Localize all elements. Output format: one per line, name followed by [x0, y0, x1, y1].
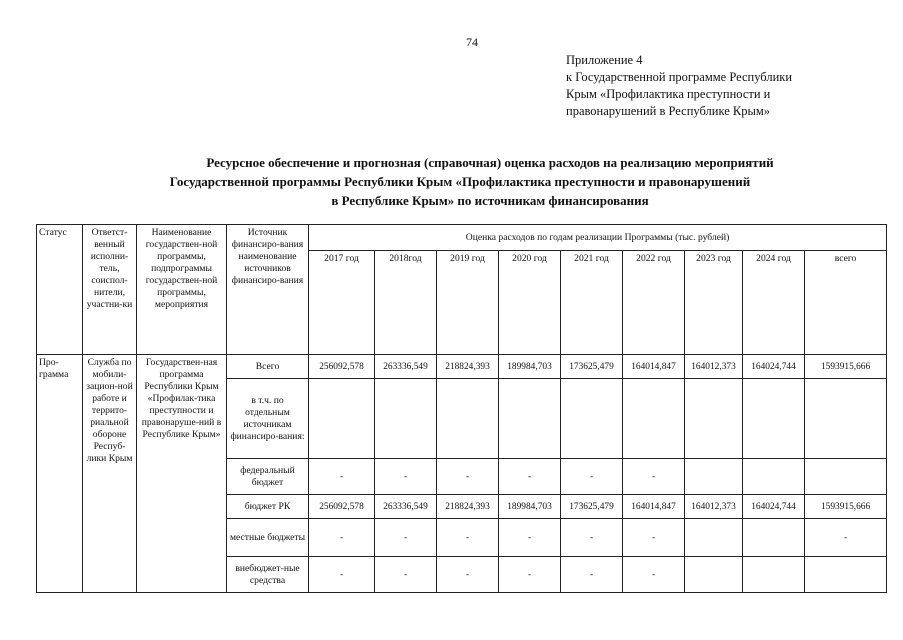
table-row [37, 355, 887, 379]
value-cell [437, 379, 499, 459]
value-cell: 256092,578 [309, 355, 375, 379]
value-cell: - [805, 519, 887, 557]
title-line: Ресурсное обеспечение и прогнозная (справочная) оценка расходов на реализацию мероприятий [206, 155, 774, 170]
value-cell: - [623, 459, 685, 495]
source-cell: в т.ч. по отдельным источникам финансиро-вания: [227, 379, 309, 459]
value-cell: - [309, 459, 375, 495]
value-cell: 164012,373 [685, 355, 743, 379]
source-cell: бюджет РК [227, 495, 309, 519]
header-year: 2021 год [561, 251, 623, 355]
header-year: 2020 год [499, 251, 561, 355]
value-cell [743, 379, 805, 459]
source-cell: федеральный бюджет [227, 459, 309, 495]
header-year: 2017 год [309, 251, 375, 355]
budget-table [36, 224, 887, 593]
value-cell: 263336,549 [375, 355, 437, 379]
value-cell [499, 379, 561, 459]
value-cell: - [499, 519, 561, 557]
responsible-cell: Служба по мобили-зацион-ной работе и террито-риальной обороне Респуб-лики Крым [83, 355, 137, 593]
value-cell [309, 379, 375, 459]
value-cell: - [375, 459, 437, 495]
value-cell: - [623, 519, 685, 557]
value-cell [685, 379, 743, 459]
header-program-name: Наименование государствен-ной программы, подпрограммы государствен-ной программы, мероприятия [137, 225, 227, 355]
program-name-cell: Государствен-ная программа Республики Крым «Профилак-тика преступности и правонаруше-ний в Республике Крым» [137, 355, 227, 593]
header-year: 2023 год [685, 251, 743, 355]
header-status: Статус [37, 225, 83, 355]
value-cell: - [437, 557, 499, 593]
header-responsible: Ответст-венный исполни-тель, соиспол-нители, участни-ки [83, 225, 137, 355]
header-estimate: Оценка расходов по годам реализации Программы (тыс. рублей) [309, 225, 887, 251]
value-cell: - [561, 459, 623, 495]
appendix-line: Крым «Профилактика преступности и [566, 87, 771, 101]
value-cell: 164012,373 [685, 495, 743, 519]
value-cell: - [309, 557, 375, 593]
value-cell [743, 459, 805, 495]
value-cell: - [623, 557, 685, 593]
value-cell [685, 459, 743, 495]
value-cell [743, 557, 805, 593]
document-title [80, 153, 840, 210]
value-cell: 218824,393 [437, 355, 499, 379]
header-total: всего [805, 251, 887, 355]
header-year: 2018год [375, 251, 437, 355]
value-cell: 189984,703 [499, 355, 561, 379]
value-cell [685, 557, 743, 593]
appendix-line: к Государственной программе Республики [566, 70, 793, 84]
page-number: 74 [466, 35, 478, 49]
source-cell: местные бюджеты [227, 519, 309, 557]
value-cell [805, 557, 887, 593]
value-cell: - [561, 557, 623, 593]
value-cell: 164014,847 [623, 355, 685, 379]
appendix-line: Приложение 4 [566, 53, 643, 67]
appendix-line: правонарушений в Республике Крым» [566, 104, 771, 118]
value-cell: 173625,479 [561, 495, 623, 519]
value-cell: 189984,703 [499, 495, 561, 519]
value-cell: - [375, 519, 437, 557]
value-cell: 164024,744 [743, 495, 805, 519]
value-cell: 263336,549 [375, 495, 437, 519]
value-cell: 1593915,666 [805, 495, 887, 519]
header-year: 2022 год [623, 251, 685, 355]
value-cell: 256092,578 [309, 495, 375, 519]
value-cell [561, 379, 623, 459]
value-cell [623, 379, 685, 459]
title-line: Государственной программы Республики Крым «Профилактика преступности и правонарушений [169, 174, 751, 189]
value-cell [743, 519, 805, 557]
title-line: в Республике Крым» по источникам финансирования [331, 193, 649, 208]
value-cell: 173625,479 [561, 355, 623, 379]
value-cell: 164014,847 [623, 495, 685, 519]
source-cell: внебюджет-ные средства [227, 557, 309, 593]
header-year: 2024 год [743, 251, 805, 355]
value-cell: 218824,393 [437, 495, 499, 519]
value-cell: - [437, 459, 499, 495]
value-cell [805, 379, 887, 459]
value-cell: - [499, 557, 561, 593]
header-year: 2019 год [437, 251, 499, 355]
value-cell: - [499, 459, 561, 495]
value-cell [805, 459, 887, 495]
value-cell: 1593915,666 [805, 355, 887, 379]
value-cell: - [561, 519, 623, 557]
header-source: Источник финансиро-вания наименование источников финансиро-вания [227, 225, 309, 355]
source-cell: Всего [227, 355, 309, 379]
value-cell: - [437, 519, 499, 557]
appendix-note [566, 52, 886, 120]
value-cell: 164024,744 [743, 355, 805, 379]
value-cell [685, 519, 743, 557]
status-cell: Про-грамма [37, 355, 83, 593]
value-cell [375, 379, 437, 459]
value-cell: - [309, 519, 375, 557]
value-cell: - [375, 557, 437, 593]
